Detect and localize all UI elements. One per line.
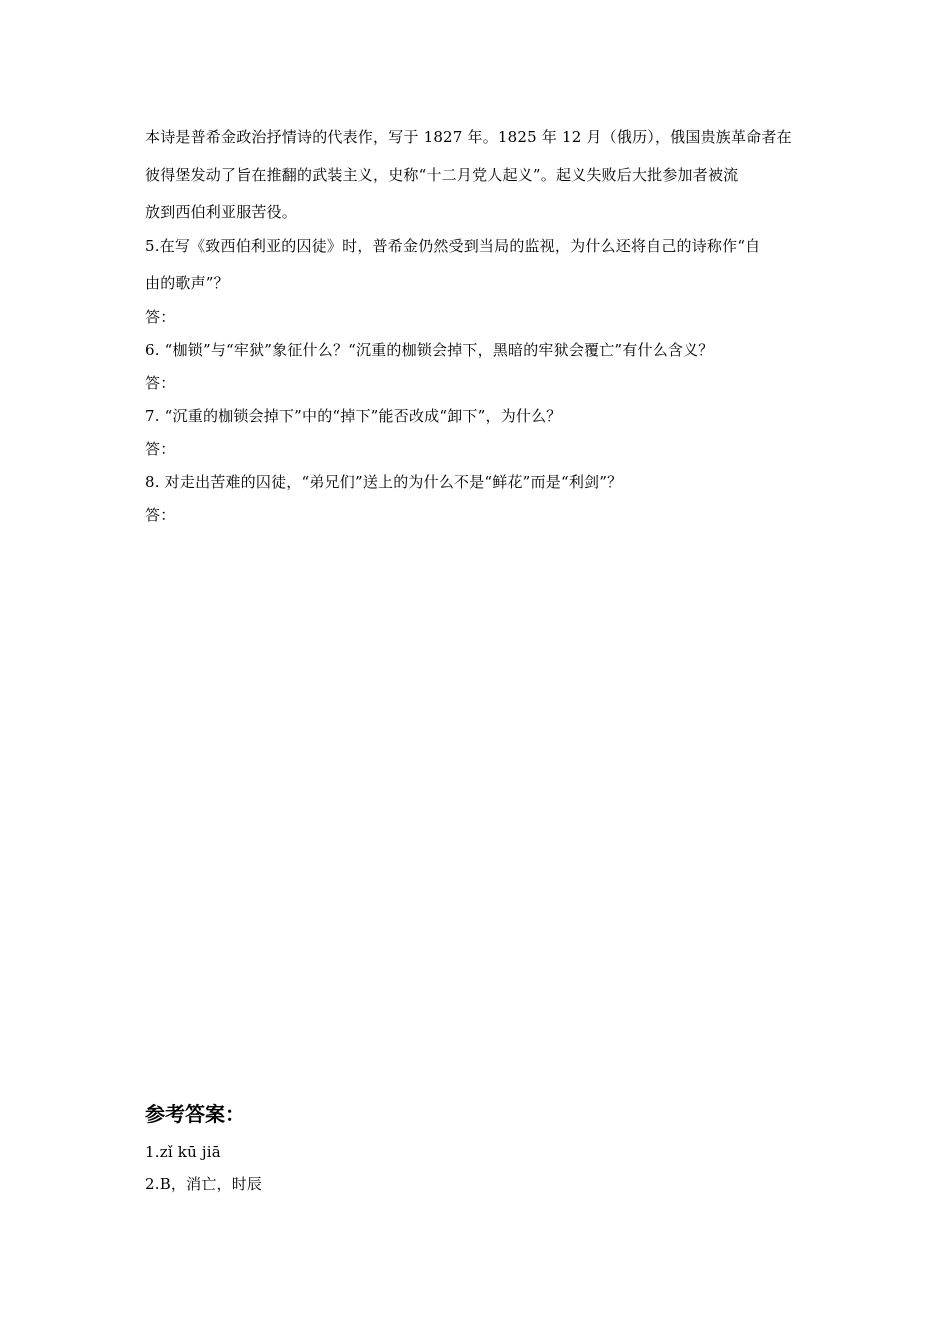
question-8-text: 8. 对走出苦难的囚徒，“弟兄们”送上的为什么不是“鲜花”而是“利剑”？ — [145, 473, 623, 491]
intro-text-line-3: 放到西伯利亚服苦役。 — [145, 203, 298, 221]
question-5-answer-label: 答： — [145, 308, 176, 326]
reference-answer-1: 1.zǐ kū jiā — [145, 1143, 221, 1161]
question-6-answer-label: 答： — [145, 374, 176, 392]
question-6-text: 6. “枷锁”与“牢狱”象征什么？“沉重的枷锁会掉下，黑暗的牢狱会覆亡”有什么含义？ — [145, 341, 714, 359]
question-5-line-2: 由的歌声”？ — [145, 274, 229, 292]
reference-answer-2: 2.B，消亡，时辰 — [145, 1175, 263, 1193]
question-5-line-1: 5.在写《致西伯利亚的囚徒》时，普希金仍然受到当局的监视，为什么还将自己的诗称作“自 — [145, 237, 761, 255]
reference-answers-heading: 参考答案： — [145, 1102, 245, 1126]
question-7-answer-label: 答： — [145, 440, 176, 458]
question-8-answer-label: 答： — [145, 506, 176, 524]
intro-text-line-2: 彼得堡发动了旨在推翻的武装主义，史称“十二月党人起义”。起义失败后大批参加者被流 — [145, 166, 739, 184]
question-7-text: 7. “沉重的枷锁会掉下”中的“掉下”能否改成“卸下”，为什么？ — [145, 407, 562, 425]
intro-text-line-1: 本诗是普希金政治抒情诗的代表作，写于 1827 年。1825 年 12 月（俄历），俄国贵族革命者在 — [145, 128, 792, 146]
